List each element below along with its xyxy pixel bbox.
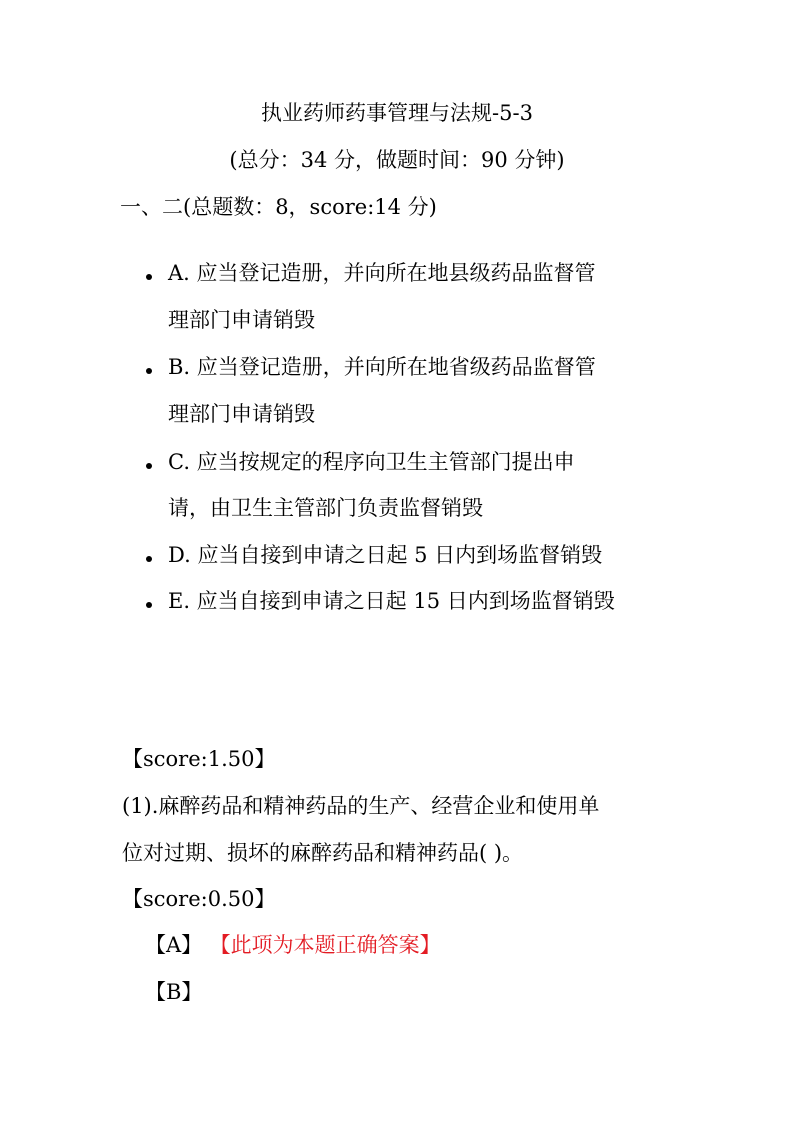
question-text-line1: (1).麻醉药品和精神药品的生产、经营企业和使用单 <box>122 794 600 818</box>
option-c-line2: 请，由卫生主管部门负责监督销毁 <box>168 496 483 520</box>
option-a-line2: 理部门申请销毁 <box>168 308 315 332</box>
section-heading: 一、二(总题数：8，score:14 分) <box>120 195 437 219</box>
correct-answer-note: 【此项为本题正确答案】 <box>220 933 441 957</box>
option-a-line1: A. 应当登记造册，并向所在地县级药品监督管 <box>168 261 596 285</box>
group-score: 【score:1.50】 <box>122 747 276 771</box>
question-score: 【score:0.50】 <box>122 887 276 911</box>
question-text-line2: 位对过期、损坏的麻醉药品和精神药品( )。 <box>122 841 524 865</box>
option-c-line1: C. 应当按规定的程序向卫生主管部门提出申 <box>168 450 575 474</box>
option-b-line1: B. 应当登记造册，并向所在地省级药品监督管 <box>168 355 596 379</box>
answer-a-label: 【A】 <box>145 933 203 957</box>
bullet-icon <box>146 602 152 608</box>
bullet-icon <box>146 463 152 469</box>
option-d-line1: D. 应当自接到申请之日起 5 日内到场监督销毁 <box>168 543 603 567</box>
answer-b[interactable] <box>145 977 202 1007</box>
answer-b-label: 【B】 <box>145 980 203 1004</box>
page-title: 执业药师药事管理与法规-5-3 <box>261 101 533 125</box>
bullet-icon <box>146 556 152 562</box>
bullet-icon <box>146 274 152 280</box>
bullet-icon <box>146 368 152 374</box>
page-subtitle: (总分：34 分，做题时间：90 分钟) <box>229 148 565 172</box>
answer-a[interactable] <box>145 930 441 960</box>
option-b-line2: 理部门申请销毁 <box>168 402 315 426</box>
option-e-line1: E. 应当自接到申请之日起 15 日内到场监督销毁 <box>168 589 615 613</box>
